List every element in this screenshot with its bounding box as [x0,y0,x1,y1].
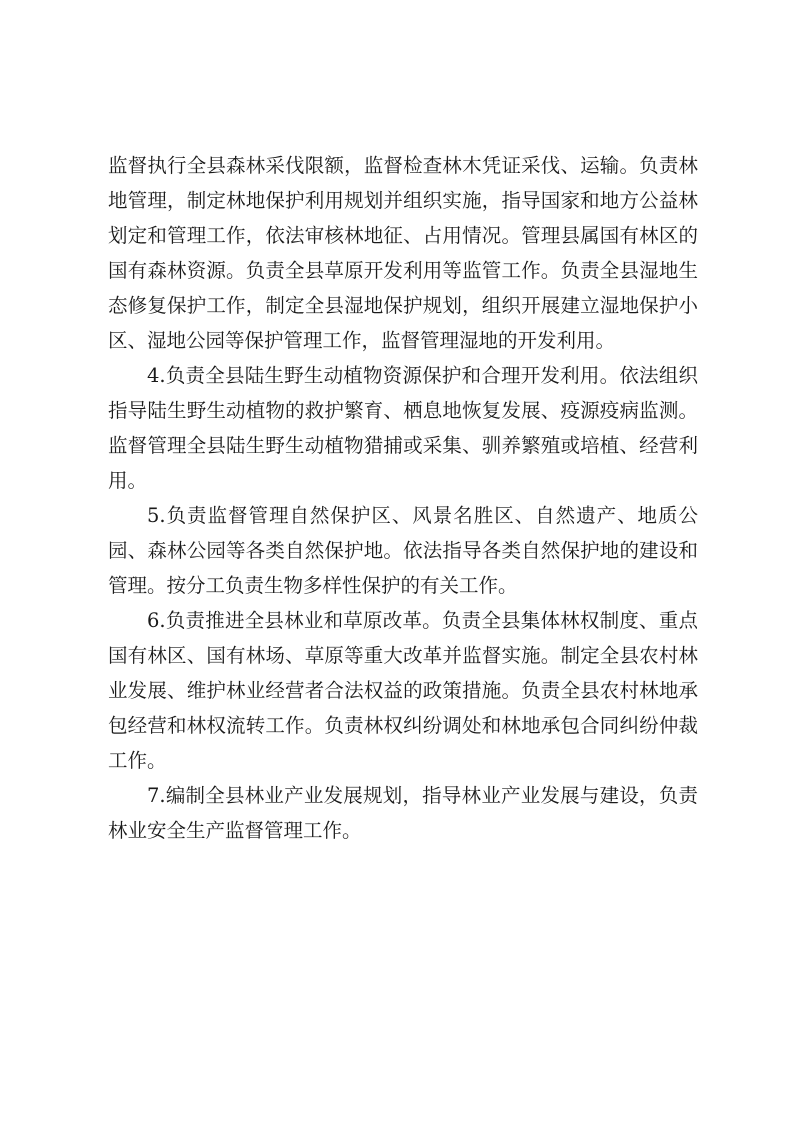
paragraph-item-6: 6.负责推进全县林业和草原改革。负责全县集体林权制度、重点国有林区、国有林场、草原等重大改革并监督实施。制定全县农村林业发展、维护林业经营者合法权益的政策措施。负责全县农村林地承包经营和林权流转工作。负责林权纠纷调处和林地承包合同纠纷仲裁工作。 [108,609,698,772]
document-body [108,148,698,848]
paragraph-item-7: 7.编制全县林业产业发展规划，指导林业产业发展与建设，负责林业安全生产监督管理工作。 [108,784,698,842]
paragraph-item-4: 4.负责全县陆生野生动植物资源保护和合理开发利用。依法组织指导陆生野生动植物的救护繁育、栖息地恢复发展、疫源疫病监测。监督管理全县陆生野生动植物猎捕或采集、驯养繁殖或培植、经营利用。 [108,364,698,492]
paragraph-continued: 监督执行全县森林采伐限额，监督检查林木凭证采伐、运输。负责林地管理，制定林地保护利用规划并组织实施，指导国家和地方公益林划定和管理工作，依法审核林地征、占用情况。管理县属国有林区的国有森林资源。负责全县草原开发利用等监管工作。负责全县湿地生态修复保护工作，制定全县湿地保护规划，组织开展建立湿地保护小区、湿地公园等保护管理工作，监督管理湿地的开发利用。 [108,154,698,352]
paragraph-item-5: 5.负责监督管理自然保护区、风景名胜区、自然遗产、地质公园、森林公园等各类自然保护地。依法指导各类自然保护地的建设和管理。按分工负责生物多样性保护的有关工作。 [108,504,698,597]
